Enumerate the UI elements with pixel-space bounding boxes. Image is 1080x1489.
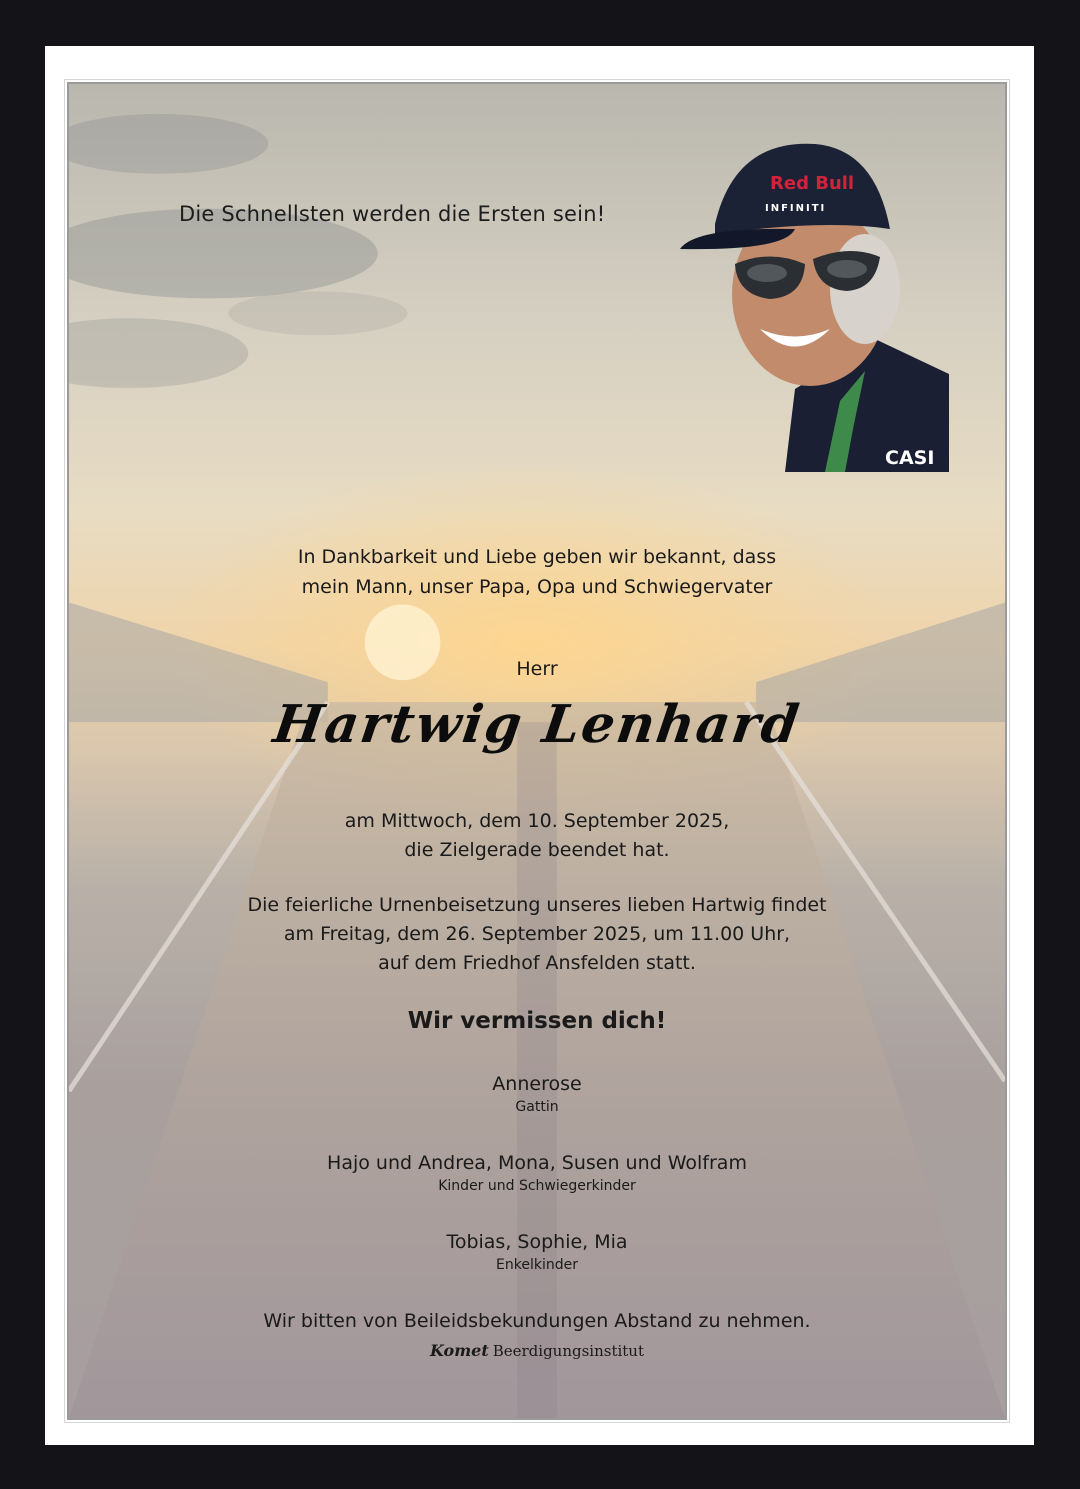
family-group (69, 1231, 1005, 1273)
funeral-home-footer (69, 1341, 1005, 1360)
family-role: Gattin (515, 1099, 559, 1115)
family-role: Enkelkinder (496, 1257, 578, 1273)
death-date-text (69, 807, 1005, 865)
family-group (69, 1073, 1005, 1115)
cap-sponsor-text: INFINITI (765, 203, 827, 214)
shirt-text: CASI (885, 447, 935, 469)
farewell-heading: Wir vermissen dich! (407, 1008, 667, 1034)
obituary-card (67, 82, 1007, 1420)
family-names: Annerose (492, 1073, 582, 1095)
intro-line: mein Mann, unser Papa, Opa und Schwiegervater (301, 576, 773, 598)
announcement-intro (69, 542, 1005, 602)
deceased-name: Hartwig Lenhard (269, 694, 805, 755)
closing-note: Wir bitten von Beileidsbekundungen Abstand zu nehmen. (263, 1310, 811, 1332)
salutation: Herr (516, 658, 558, 680)
family-names: Hajo und Andrea, Mona, Susen und Wolfram (327, 1152, 747, 1174)
family-group (69, 1152, 1005, 1194)
family-names: Tobias, Sophie, Mia (446, 1231, 628, 1253)
funeral-home-label: Beerdigungsinstitut (492, 1342, 644, 1360)
funeral-line: Die feierliche Urnenbeisetzung unseres lieben Hartwig findet (247, 894, 827, 916)
death-line: die Zielgerade beendet hat. (404, 839, 670, 861)
family-role: Kinder und Schwiegerkinder (438, 1178, 636, 1194)
funeral-line: auf dem Friedhof Ansfelden statt. (378, 952, 696, 974)
funeral-home-logo: Komet (429, 1341, 489, 1360)
funeral-line: am Freitag, dem 26. September 2025, um 11.00 Uhr, (283, 923, 791, 945)
funeral-details (69, 891, 1005, 978)
quote-text: Die Schnellsten werden die Ersten sein! (179, 202, 606, 226)
cap-brand-text: Red Bull (770, 173, 855, 194)
intro-line: In Dankbarkeit und Liebe geben wir bekannt, dass (297, 546, 777, 568)
death-line: am Mittwoch, dem 10. September 2025, (344, 810, 730, 832)
portrait-photo (675, 139, 949, 472)
